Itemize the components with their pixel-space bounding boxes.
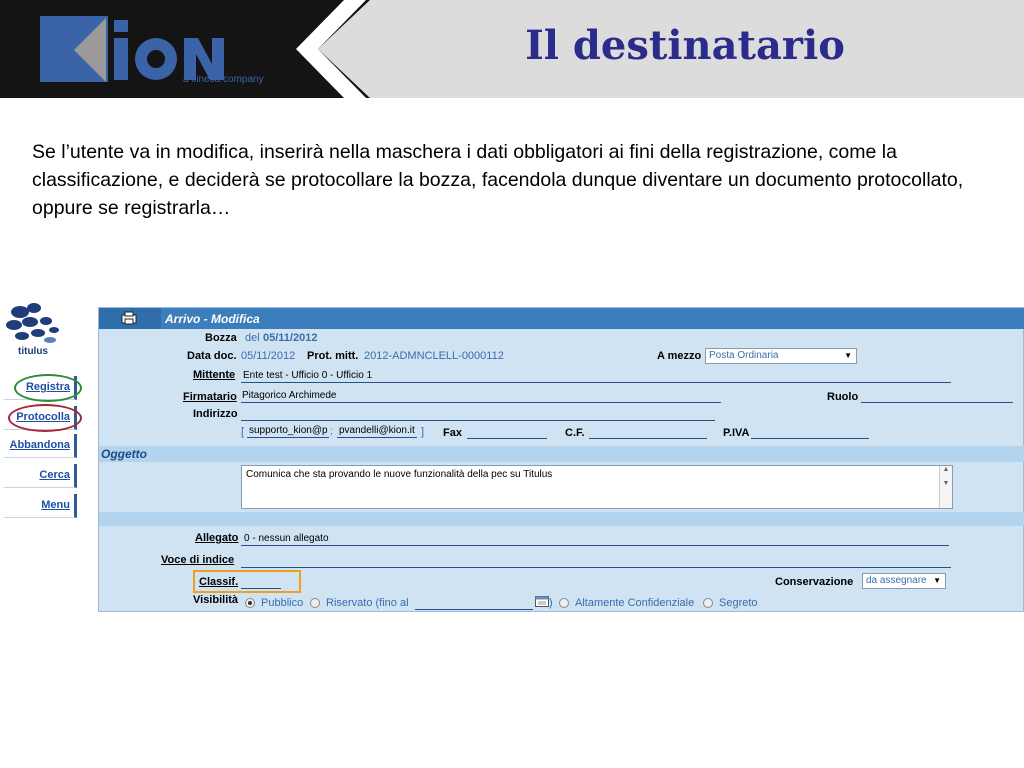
form-header-bar — [99, 308, 1024, 329]
firmatario-value[interactable]: Pitagorico Archimede — [242, 390, 337, 401]
oggetto-label: Oggetto — [101, 447, 147, 461]
segreto-radio[interactable] — [703, 598, 713, 608]
ruolo-field — [861, 402, 1013, 403]
riservato-label: Riservato (fino al — [326, 597, 409, 609]
piva-label: P.IVA — [723, 427, 750, 439]
prot-mitt-value[interactable]: 2012-ADMNCLELL-0000112 — [364, 350, 504, 362]
cf-label: C.F. — [565, 427, 585, 439]
ruolo-label: Ruolo — [827, 391, 859, 403]
email-2[interactable]: pvandelli@kion.it — [339, 425, 415, 436]
voce-indice-label[interactable]: Voce di indice — [161, 554, 235, 566]
email-close-bracket: ] — [421, 426, 425, 438]
prot-mitt-label: Prot. mitt. — [307, 350, 359, 362]
protocolla-button[interactable]: Protocolla — [4, 406, 77, 430]
intro-paragraph: Se l’utente va in modifica, inserirà nella maschera i dati obbligatori ai fini della registrazione, come la classificazione, e deciderà se protocollare la bozza, facendola dunque diventare un documento protocollato, oppure se registrarla… — [32, 141, 964, 219]
email-separator: ; — [330, 426, 333, 437]
confidenziale-label: Altamente Confidenziale — [575, 597, 695, 609]
conservazione-label: Conservazione — [775, 576, 854, 588]
indirizzo-label: Indirizzo — [193, 408, 238, 420]
protocolla-highlight — [8, 404, 82, 432]
blank-section-bar — [99, 512, 1024, 526]
email-1-underline — [247, 437, 329, 438]
chevron-down-icon: ▼ — [933, 576, 941, 585]
mittente-label[interactable]: Mittente — [193, 369, 236, 381]
mezzo-value: Posta Ordinaria — [709, 350, 779, 361]
slide-title: Il destinatario — [525, 22, 845, 69]
firmatario-underline — [241, 402, 721, 403]
mezzo-label: A mezzo — [657, 350, 702, 362]
piva-field — [751, 438, 869, 439]
riservato-radio[interactable] — [310, 598, 320, 608]
email-open-bracket: [ — [241, 426, 245, 438]
allegato-underline — [241, 545, 949, 546]
registra-highlight — [14, 374, 82, 402]
data-doc-value[interactable]: 05/11/2012 — [241, 350, 296, 362]
kion-logo — [40, 16, 280, 88]
cf-field — [589, 438, 707, 439]
allegato-value[interactable]: 0 - nessun allegato — [244, 533, 329, 544]
print-icon[interactable] — [121, 311, 137, 325]
bozza-date: 05/11/2012 — [263, 332, 318, 344]
classif-field — [241, 588, 281, 589]
conservazione-select[interactable] — [862, 573, 946, 589]
titulus-name: titulus — [18, 346, 48, 357]
abbandona-button[interactable]: Abbandona — [4, 434, 77, 458]
pubblico-radio[interactable] — [245, 598, 255, 608]
cerca-button[interactable]: Cerca — [4, 464, 77, 488]
menu-button[interactable]: Menu — [4, 494, 77, 518]
riservato-date-field — [415, 609, 533, 610]
mittente-value[interactable]: Ente test - Ufficio 0 - Ufficio 1 — [243, 370, 373, 381]
oggetto-value: Comunica che sta provando le nuove funzionalità della pec su Titulus — [246, 469, 553, 480]
mezzo-select[interactable] — [705, 348, 857, 364]
oggetto-scrollbar[interactable]: ▲ ▼ — [939, 466, 952, 508]
confidenziale-radio[interactable] — [559, 598, 569, 608]
voce-indice-field — [241, 567, 951, 568]
chevron-down-icon: ▼ — [844, 351, 852, 360]
bozza-label: Bozza — [205, 332, 237, 344]
bozza-del: del — [245, 332, 260, 344]
riservato-close-paren: ) — [549, 597, 553, 609]
email-2-underline — [337, 437, 417, 438]
oggetto-section — [99, 446, 1024, 462]
form-header-title: Arrivo - Modifica — [165, 312, 260, 326]
allegato-label[interactable]: Allegato — [195, 532, 239, 544]
data-doc-label: Data doc. — [187, 350, 237, 362]
kion-tagline: a cineca company — [183, 74, 264, 85]
conservazione-value: da assegnare — [866, 575, 927, 586]
pubblico-label: Pubblico — [261, 597, 304, 609]
calendar-icon[interactable] — [535, 596, 549, 607]
segreto-label: Segreto — [719, 597, 758, 609]
registra-button[interactable]: Registra — [4, 376, 77, 400]
mittente-underline — [241, 382, 951, 383]
email-1[interactable]: supporto_kion@p — [249, 425, 328, 436]
classif-label[interactable]: Classif. — [199, 576, 239, 588]
fax-field — [467, 438, 547, 439]
oggetto-textarea[interactable] — [241, 465, 953, 509]
form-panel — [98, 307, 1024, 612]
fax-label: Fax — [443, 427, 462, 439]
visibilita-label: Visibilità — [193, 594, 239, 606]
firmatario-label[interactable]: Firmatario — [183, 391, 237, 403]
indirizzo-field — [241, 420, 715, 421]
header-chevron — [296, 0, 386, 98]
